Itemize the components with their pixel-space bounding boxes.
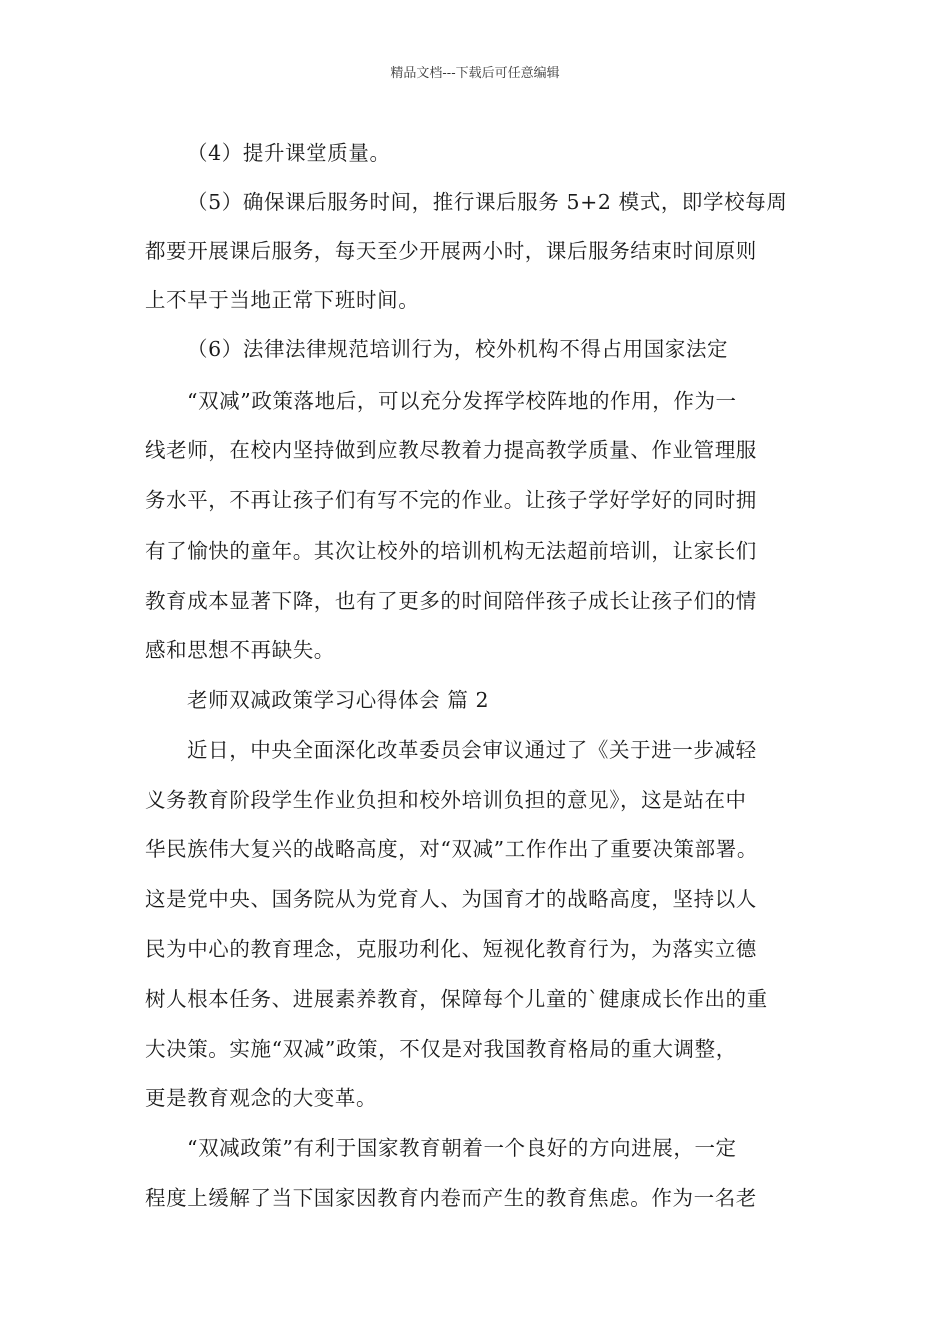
text-line: （6）法律法律规范培训行为，校外机构不得占用国家法定 — [187, 337, 729, 361]
text-line: 大决策。实施“双减”政策，不仅是对我国教育格局的重大调整， — [145, 1037, 737, 1061]
text-line: 义务教育阶段学生作业负担和校外培训负担的意见》，这是站在中 — [145, 788, 747, 812]
text-line: 都要开展课后服务，每天至少开展两小时，课后服务结束时间原则 — [145, 239, 757, 263]
text-line: 华民族伟大复兴的战略高度，对“双减”工作作出了重要决策部署。 — [145, 837, 758, 861]
text-line: “双减”政策落地后，可以充分发挥学校阵地的作用，作为一 — [187, 389, 737, 413]
text-line: （5）确保课后服务时间，推行课后服务 5+2 模式，即学校每周 — [187, 190, 788, 214]
text-line: “双减政策”有利于国家教育朝着一个良好的方向进展，一定 — [187, 1136, 737, 1160]
text-line: 有了愉快的童年。其次让校外的培训机构无法超前培训，让家长们 — [145, 539, 757, 563]
page-header: 精品文档---下载后可任意编辑 — [390, 66, 560, 81]
section-heading: 老师双减政策学习心得体会 篇 2 — [187, 688, 490, 712]
text-line: 教育成本显著下降，也有了更多的时间陪伴孩子成长让孩子们的情 — [145, 589, 757, 613]
text-line: （4）提升课堂质量。 — [187, 141, 391, 165]
text-line: 民为中心的教育理念，克服功利化、短视化教育行为，为落实立德 — [145, 937, 757, 961]
text-line: 更是教育观念的大变革。 — [145, 1086, 378, 1110]
text-line: 感和思想不再缺失。 — [145, 638, 335, 662]
text-line: 程度上缓解了当下国家因教育内卷而产生的教育焦虑。作为一名老 — [145, 1186, 757, 1210]
text-line: 线老师，在校内坚持做到应教尽教着力提高教学质量、作业管理服 — [145, 438, 757, 462]
text-line: 近日，中央全面深化改革委员会审议通过了《关于进一步减轻 — [187, 738, 757, 762]
text-line: 上不早于当地正常下班时间。 — [145, 288, 420, 312]
text-line: 这是党中央、国务院从为党育人、为国育才的战略高度，坚持以人 — [145, 887, 757, 911]
text-line: 务水平，不再让孩子们有写不完的作业。让孩子学好学好的同时拥 — [145, 488, 757, 512]
text-line: 树人根本任务、进展素养教育，保障每个儿童的`健康成长作出的重 — [145, 987, 768, 1011]
